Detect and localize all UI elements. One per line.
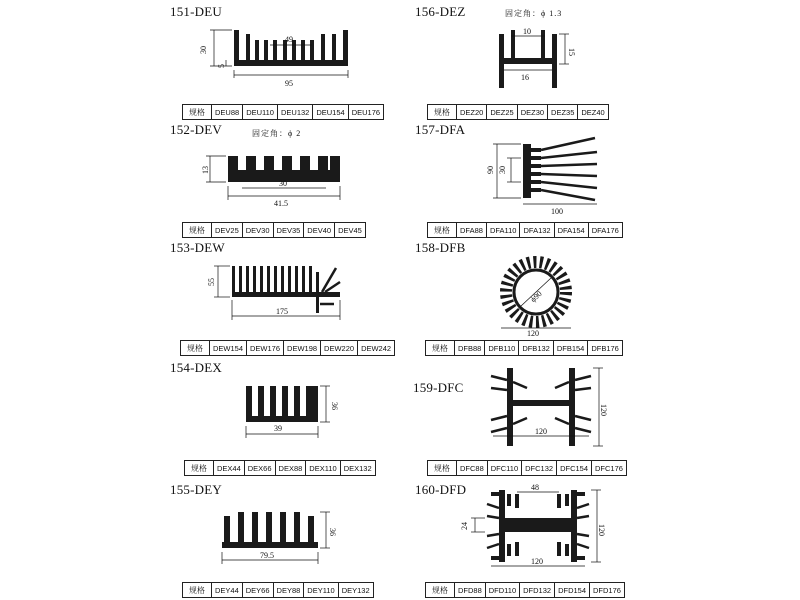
dim-width: 120 bbox=[531, 557, 543, 566]
spec-cell: DEW220 bbox=[321, 341, 358, 356]
dim-width: 95 bbox=[285, 79, 293, 88]
dim-height: 36 bbox=[328, 528, 337, 536]
spec-cell: DEW176 bbox=[247, 341, 284, 356]
spec-cell: DEU154 bbox=[313, 105, 348, 120]
dim-mid: 24 bbox=[460, 522, 469, 530]
spec-cell: DEZ35 bbox=[548, 105, 578, 120]
profile-code: 151-DEU bbox=[170, 4, 222, 19]
spec-cell: DEY88 bbox=[273, 583, 304, 598]
dim-height: 55 bbox=[207, 278, 216, 286]
spec-cell: DEX132 bbox=[340, 461, 375, 476]
dim-width: 79.5 bbox=[260, 551, 274, 560]
dim-inner: 30 bbox=[498, 166, 507, 174]
dim-width: 41.5 bbox=[274, 199, 288, 208]
spec-cell: DEW242 bbox=[358, 341, 395, 356]
spec-cell: DFB176 bbox=[588, 341, 623, 356]
spec-cell: DFB154 bbox=[553, 341, 588, 356]
spec-table: 规格 DFC88 DFC110 DFC132 DFC154 DFC176 bbox=[427, 460, 627, 476]
dim-width: 120 bbox=[535, 427, 547, 436]
dim-height: 13 bbox=[201, 166, 210, 174]
dim-inner: 30 bbox=[279, 179, 287, 188]
spec-cell: DEY66 bbox=[242, 583, 273, 598]
spec-cell: DEX44 bbox=[214, 461, 245, 476]
dim-diameter: ϕ90 bbox=[528, 289, 544, 304]
spec-cell: DEU176 bbox=[348, 105, 383, 120]
spec-cell: DEY110 bbox=[304, 583, 338, 598]
spec-cell: DFC154 bbox=[557, 461, 592, 476]
spec-cell: DEV45 bbox=[335, 223, 366, 238]
profile-code: 153-DEW bbox=[170, 240, 225, 255]
profile-160-dfd bbox=[415, 482, 715, 598]
dim-height: 90 bbox=[486, 166, 495, 174]
fixing-hole-note: 固定角：ϕ 2 bbox=[252, 129, 302, 138]
spec-cell: DFD132 bbox=[520, 583, 555, 598]
profile-code: 152-DEV bbox=[170, 122, 222, 137]
spec-cell: DEW198 bbox=[284, 341, 321, 356]
spec-cell: DEZ20 bbox=[457, 105, 487, 120]
spec-cell: DEY44 bbox=[212, 583, 243, 598]
spec-cell: DFA110 bbox=[486, 223, 520, 238]
spec-cell: DFD154 bbox=[555, 583, 590, 598]
dim-height: 15 bbox=[567, 48, 576, 56]
spec-cell: DEU110 bbox=[243, 105, 278, 120]
spec-cell: DFD110 bbox=[485, 583, 519, 598]
profile-157-dfa bbox=[415, 122, 715, 238]
spec-cell: DEX88 bbox=[275, 461, 306, 476]
dim-width: 120 bbox=[527, 329, 539, 338]
spec-cell: DFA132 bbox=[520, 223, 554, 238]
dim-width: 175 bbox=[276, 307, 288, 316]
profile-code: 154-DEX bbox=[170, 360, 222, 375]
spec-table: 规格 DFD88 DFD110 DFD132 DFD154 DFD176 bbox=[425, 582, 625, 598]
dim-height: 30 bbox=[199, 46, 208, 54]
spec-table: 规格 DEY44 DEY66 DEY88 DEY110 DEY132 bbox=[182, 582, 374, 598]
spec-table: 规格 DEX44 DEX66 DEX88 DEX110 DEX132 bbox=[184, 460, 376, 476]
spec-cell: DEW154 bbox=[210, 341, 247, 356]
profile-code: 157-DFA bbox=[415, 122, 466, 137]
spec-cell: DFA154 bbox=[554, 223, 588, 238]
spec-cell: DFA88 bbox=[457, 223, 487, 238]
fixing-hole-note: 固定角：ϕ 1.3 bbox=[505, 9, 563, 18]
dim-inner: 49 bbox=[285, 35, 293, 44]
spec-cell: DFC88 bbox=[457, 461, 488, 476]
spec-cell: DEY132 bbox=[338, 583, 373, 598]
profile-code: 158-DFB bbox=[415, 240, 466, 255]
spec-table: 规格 DEV25 DEV30 DEV35 DEV40 DEV45 bbox=[182, 222, 366, 238]
spec-cell: DEV30 bbox=[242, 223, 273, 238]
spec-cell: DFB132 bbox=[519, 341, 554, 356]
spec-cell: DFA176 bbox=[588, 223, 622, 238]
dim-height: 120 bbox=[597, 524, 606, 536]
profile-code: 160-DFD bbox=[415, 482, 467, 497]
spec-table: 规格 DEW154 DEW176 DEW198 DEW220 DEW242 bbox=[180, 340, 395, 356]
spec-cell: DFD176 bbox=[590, 583, 625, 598]
spec-cell: DFC176 bbox=[592, 461, 627, 476]
dim-inner: 10 bbox=[523, 27, 531, 36]
dim-width: 16 bbox=[521, 73, 529, 82]
spec-cell: DEV35 bbox=[273, 223, 304, 238]
spec-table: 规格 DEZ20 DEZ25 DEZ30 DEZ35 DEZ40 bbox=[427, 104, 609, 120]
profile-drawing bbox=[415, 250, 715, 338]
dim-height: 120 bbox=[599, 404, 608, 416]
dim-height: 36 bbox=[330, 402, 339, 410]
profile-drawing bbox=[415, 20, 715, 92]
profile-code: 159-DFC bbox=[413, 380, 464, 395]
spec-cell: DEV25 bbox=[212, 223, 243, 238]
spec-cell: DEZ30 bbox=[517, 105, 547, 120]
dim-width: 100 bbox=[551, 207, 563, 216]
spec-cell: DFC110 bbox=[487, 461, 521, 476]
spec-cell: DEZ40 bbox=[578, 105, 608, 120]
spec-cell: DFD88 bbox=[455, 583, 486, 598]
spec-cell: DEX110 bbox=[306, 461, 340, 476]
spec-cell: DFB110 bbox=[485, 341, 519, 356]
spec-table: 规格 DFA88 DFA110 DFA132 DFA154 DFA176 bbox=[427, 222, 623, 238]
spec-cell: DEX66 bbox=[244, 461, 275, 476]
profile-158-dfb bbox=[415, 240, 715, 356]
dim-inner: 48 bbox=[531, 483, 539, 492]
spec-cell: DEZ25 bbox=[487, 105, 517, 120]
spec-cell: DEU132 bbox=[277, 105, 312, 120]
profile-code: 156-DEZ bbox=[415, 4, 466, 19]
dim-base: 5 bbox=[217, 64, 226, 68]
profile-code: 155-DEY bbox=[170, 482, 222, 497]
spec-cell: DEU88 bbox=[212, 105, 243, 120]
spec-cell: DFC132 bbox=[522, 461, 557, 476]
profile-159-dfc bbox=[415, 360, 715, 476]
spec-cell: DEV40 bbox=[304, 223, 335, 238]
profile-156-dez bbox=[415, 4, 715, 120]
profile-drawing bbox=[415, 366, 715, 446]
dim-width: 39 bbox=[274, 424, 282, 433]
profile-drawing bbox=[415, 138, 715, 216]
profile-drawing bbox=[415, 483, 715, 566]
spec-cell: DFB88 bbox=[455, 341, 485, 356]
spec-header: 规格 bbox=[183, 105, 212, 120]
spec-table bbox=[182, 104, 384, 120]
spec-table: 规格 DFB88 DFB110 DFB132 DFB154 DFB176 bbox=[425, 340, 623, 356]
